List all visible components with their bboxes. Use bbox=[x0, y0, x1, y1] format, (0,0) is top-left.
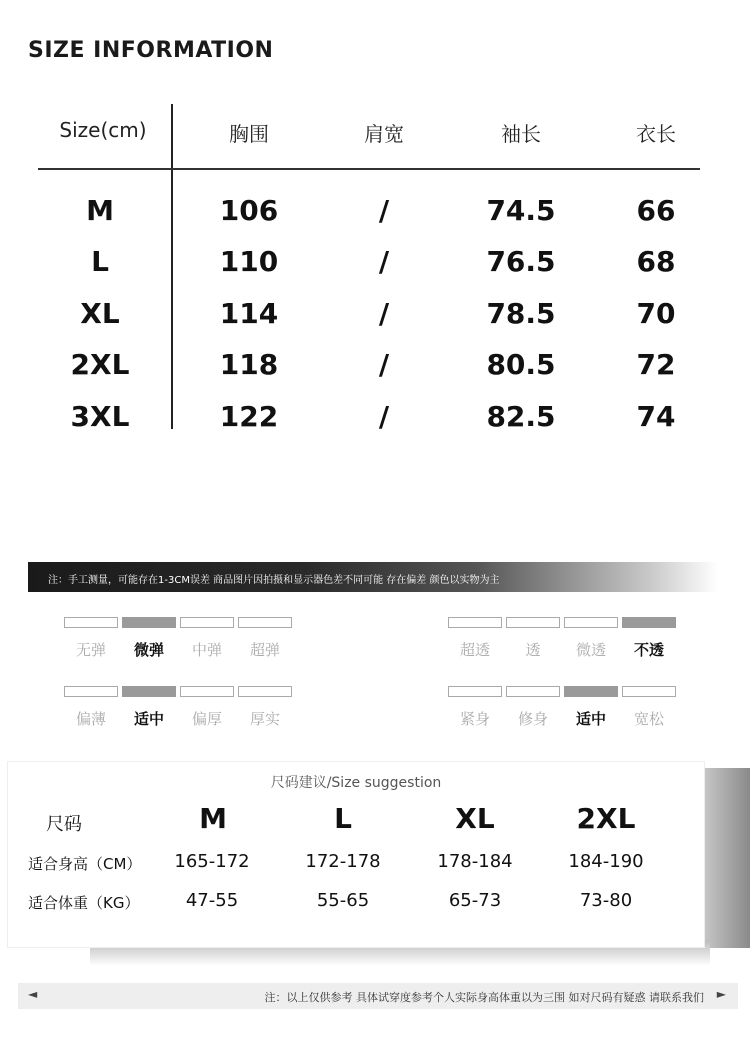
suggestion-label-weight: 适合体重（KG） bbox=[28, 894, 140, 912]
scale-label: 微透 bbox=[575, 641, 606, 659]
suggestion-weight: 73-80 bbox=[579, 890, 633, 911]
size-table bbox=[38, 100, 700, 440]
scale-bar bbox=[238, 686, 292, 697]
cell-shoulder: / bbox=[378, 194, 390, 227]
table-divider-horizontal bbox=[38, 168, 700, 170]
suggestion-weight: 47-55 bbox=[185, 890, 239, 911]
note-banner bbox=[28, 562, 718, 592]
suggestion-height: 178-184 bbox=[437, 851, 513, 872]
cell-chest: 106 bbox=[219, 194, 279, 227]
cell-sleeve: 80.5 bbox=[486, 348, 556, 381]
scale-bar bbox=[238, 617, 292, 628]
scale-label-selected: 适中 bbox=[575, 710, 606, 728]
note-banner-text: 注：手工测量，可能存在1-3CM误差 商品图片因拍摄和显示器色差不同可能 存在偏差 颜色以实物为主 bbox=[48, 575, 500, 586]
header-sleeve: 袖长 bbox=[501, 122, 541, 146]
cell-length: 74 bbox=[636, 400, 676, 433]
cell-sleeve: 82.5 bbox=[486, 400, 556, 433]
scale-label: 透 bbox=[525, 641, 541, 659]
footer-note-bar bbox=[18, 983, 738, 1009]
table-row bbox=[38, 400, 700, 450]
scale-label: 厚实 bbox=[249, 710, 280, 728]
scale-bar-selected bbox=[122, 617, 176, 628]
suggestion-weight: 55-65 bbox=[316, 890, 370, 911]
scale-label-selected: 微弹 bbox=[133, 641, 164, 659]
scale-bar bbox=[448, 617, 502, 628]
header-size: Size(cm) bbox=[59, 118, 147, 142]
cell-size: 3XL bbox=[70, 400, 130, 433]
suggestion-label-height: 适合身高（CM） bbox=[28, 855, 142, 873]
header-chest: 胸围 bbox=[229, 122, 269, 146]
scale-label-selected: 不透 bbox=[633, 641, 664, 659]
suggestion-size: M bbox=[199, 802, 227, 835]
page-title: SIZE INFORMATION bbox=[28, 38, 274, 63]
suggestion-size: 2XL bbox=[576, 802, 636, 835]
header-length: 衣长 bbox=[636, 122, 676, 146]
cell-length: 70 bbox=[636, 297, 676, 330]
suggestion-height: 172-178 bbox=[305, 851, 381, 872]
suggestion-size: L bbox=[334, 802, 352, 835]
scale-label: 修身 bbox=[517, 710, 548, 728]
size-suggestion-title: 尺码建议/Size suggestion bbox=[270, 775, 442, 791]
cell-size: XL bbox=[80, 297, 120, 330]
arrow-right-icon: ► bbox=[716, 987, 726, 1001]
scale-label-selected: 适中 bbox=[133, 710, 164, 728]
cell-shoulder: / bbox=[378, 245, 390, 278]
arrow-left-icon: ◄ bbox=[28, 987, 38, 1001]
footer-note-text: 注：以上仅供参考 具体试穿度参考个人实际身高体重以为三围 如对尺码有疑惑 请联系我们 bbox=[264, 991, 704, 1004]
scale-bar bbox=[64, 617, 118, 628]
table-row bbox=[38, 245, 700, 295]
cell-size: 2XL bbox=[70, 348, 130, 381]
cell-length: 72 bbox=[636, 348, 676, 381]
cell-size: M bbox=[86, 194, 114, 227]
cell-chest: 110 bbox=[219, 245, 279, 278]
scale-bar bbox=[64, 686, 118, 697]
cell-chest: 118 bbox=[219, 348, 279, 381]
cell-sleeve: 78.5 bbox=[486, 297, 556, 330]
scale-label: 紧身 bbox=[459, 710, 490, 728]
cell-shoulder: / bbox=[378, 348, 390, 381]
cell-length: 66 bbox=[636, 194, 676, 227]
cell-chest: 122 bbox=[219, 400, 279, 433]
suggestion-label-size: 尺码 bbox=[46, 814, 82, 835]
scale-label: 宽松 bbox=[633, 710, 664, 728]
scale-bar bbox=[180, 686, 234, 697]
cell-sleeve: 74.5 bbox=[486, 194, 556, 227]
suggestion-height: 165-172 bbox=[174, 851, 250, 872]
suggestion-height: 184-190 bbox=[568, 851, 644, 872]
table-row bbox=[38, 297, 700, 347]
scale-label: 偏厚 bbox=[191, 710, 222, 728]
scale-label: 超弹 bbox=[249, 641, 280, 659]
scale-bar-selected bbox=[122, 686, 176, 697]
suggestion-size: XL bbox=[455, 802, 495, 835]
header-shoulder: 肩宽 bbox=[364, 122, 404, 146]
cell-chest: 114 bbox=[219, 297, 279, 330]
table-row bbox=[38, 348, 700, 398]
scale-bar-selected bbox=[564, 686, 618, 697]
scale-label: 超透 bbox=[459, 641, 490, 659]
scale-bar bbox=[506, 617, 560, 628]
scale-bar bbox=[506, 686, 560, 697]
scale-label: 偏薄 bbox=[75, 710, 106, 728]
scale-bar-selected bbox=[622, 617, 676, 628]
size-suggestion-panel bbox=[8, 762, 704, 947]
table-row bbox=[38, 194, 700, 244]
scale-bar bbox=[564, 617, 618, 628]
scale-label: 无弹 bbox=[75, 641, 106, 659]
cell-sleeve: 76.5 bbox=[486, 245, 556, 278]
cell-shoulder: / bbox=[378, 297, 390, 330]
suggestion-weight: 65-73 bbox=[448, 890, 502, 911]
scale-bar bbox=[622, 686, 676, 697]
cell-length: 68 bbox=[636, 245, 676, 278]
cell-size: L bbox=[91, 245, 109, 278]
scale-bar bbox=[448, 686, 502, 697]
cell-shoulder: / bbox=[378, 400, 390, 433]
scale-label: 中弹 bbox=[191, 641, 222, 659]
scale-bar bbox=[180, 617, 234, 628]
